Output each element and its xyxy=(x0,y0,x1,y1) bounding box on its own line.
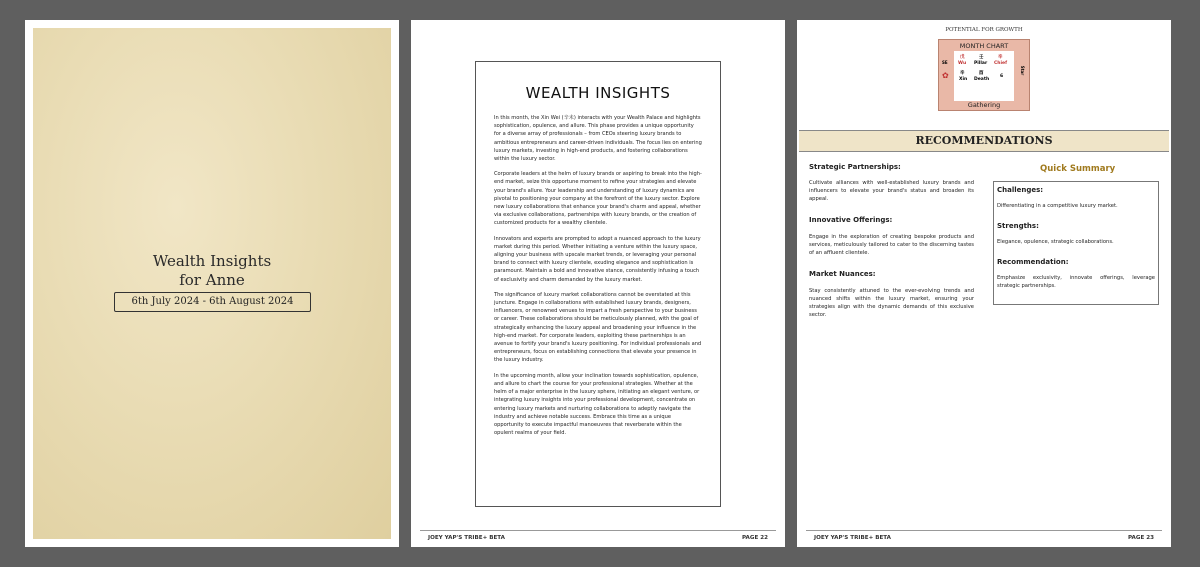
cover-title xyxy=(25,252,399,290)
quick-summary-title: Quick Summary xyxy=(1040,164,1116,174)
chart-cell: 辛 xyxy=(960,71,965,76)
summary-heading: Recommendation: xyxy=(997,258,1069,266)
chart-cell: 酉 xyxy=(979,71,984,76)
flower-icon: ✿ xyxy=(942,71,949,80)
chart-cell: 壬 xyxy=(979,55,984,60)
chart-cell: Death xyxy=(974,77,990,82)
page-footer xyxy=(420,530,776,541)
footer-brand: JOEY YAP'S TRIBE+ BETA xyxy=(814,535,892,541)
recommendations-title: RECOMMENDATIONS xyxy=(799,130,1169,152)
chart-cell: 6 xyxy=(1000,74,1004,79)
chart-cell: 戊 xyxy=(960,55,965,60)
chart-title: MONTH CHART xyxy=(959,42,1009,50)
potential-label: POTENTIAL FOR GROWTH xyxy=(945,27,1023,33)
page-heading: WEALTH INSIGHTS xyxy=(525,84,671,102)
chart-cell: Xin xyxy=(959,77,968,82)
footer-brand: JOEY YAP'S TRIBE+ BETA xyxy=(428,535,506,541)
summary-text: Differentiating in a competitive luxury market. xyxy=(997,203,1118,209)
chart-cell: Pillar xyxy=(974,61,988,66)
paragraph: Corporate leaders at the helm of luxury brands or aspiring to break into the high-end market, seize this opportune moment to refine your strategies and elevate your brand's allure. Your leadership and understanding of luxury dynamics are pivotal to positioning your company at the forefront of the luxury sector. Explore new luxury collaborations that enhance your brand's charm and appeal, whether via exclusive collaborations, partnerships with luxury brands, or the creation of customized products for a wealthy clientele. xyxy=(494,171,702,227)
section-heading: Market Nuances: xyxy=(809,270,876,278)
chart-cell: 辛 xyxy=(998,55,1003,60)
page-22 xyxy=(411,20,785,547)
summary-heading: Strengths: xyxy=(997,222,1039,230)
summary-text: Elegance, opulence, strategic collaborations. xyxy=(997,239,1114,245)
wealth-insights-box xyxy=(475,61,721,507)
section-heading: Innovative Offerings: xyxy=(809,216,893,224)
quick-summary-box xyxy=(993,181,1159,305)
section-text: Cultivate alliances with well-established luxury brands and influencers to elevate your brand's status and broaden its appeal. xyxy=(809,180,974,202)
summary-text: Emphasize exclusivity, innovate offerings, leverage strategic partnerships. xyxy=(997,275,1155,289)
chart-right-label: Star xyxy=(1019,65,1025,76)
page-23 xyxy=(797,20,1171,547)
chart-bottom-label: Gathering xyxy=(967,101,1001,109)
chart-cell: Wu xyxy=(958,61,967,66)
section-heading: Strategic Partnerships: xyxy=(809,163,901,171)
section-text: Stay consistently attuned to the ever-evolving trends and nuanced shifts within the luxury market, ensuring your strategies align with the dynamic demands of this exclusive sector. xyxy=(809,288,974,318)
cover-date-range: 6th July 2024 - 6th August 2024 xyxy=(114,292,311,312)
footer-page-number: PAGE 22 xyxy=(741,535,768,541)
page-footer xyxy=(806,530,1162,541)
section-text: Engage in the exploration of creating bespoke products and services, meticulously tailored to cater to the discerning tastes of an affluent clientele. xyxy=(809,234,974,256)
cover-title-line2: for Anne xyxy=(179,271,245,289)
cover-page xyxy=(25,20,399,547)
chart-cell: Chief xyxy=(994,61,1008,66)
paragraph: In the upcoming month, allow your inclination towards sophistication, opulence, and allure to chart the course for your professional strategies. Whether at the helm of a major enterprise in the luxury sphere, initiating an elegant venture, or integrating luxury insights into your professional development, concentrate on entering luxury markets and nurturing collaborations to adeptly navigate the industry and achieve notable success. Embrace this time as a unique opportunity to execute impactful manoeuvres that reverberate within the opulent realms of your field. xyxy=(494,372,700,437)
paragraph: The significance of luxury market collaborations cannot be overstated at this juncture. Engage in collaborations with established luxury brands, designers, influencers, or renowned venues to impart a fresh perspective to your business or career. These collaborations should be meticulously planned, with the goal of strategically enhancing the luxury appeal and broadening your influence in the high-end market. For corporate leaders, exploiting these partnerships is an avenue to fortify your brand's luxury positioning. For individual professionals and entrepreneurs, focus on establishing connections that elevate your presence in the luxury industry. xyxy=(494,291,702,364)
chart-left-label: SE xyxy=(942,60,948,65)
month-chart xyxy=(938,39,1030,111)
summary-heading: Challenges: xyxy=(997,186,1044,194)
chart-grid xyxy=(954,51,1014,101)
cover-title-line1: Wealth Insights xyxy=(152,252,272,270)
paragraph: In this month, the Xin Wei (辛未) interacts with your Wealth Palace and highlights sophistication, opulence, and allure. This phase provides a unique opportunity for a diverse array of professionals – from CEOs steering luxury brands to ambitious entrepreneurs and career-driven individuals. The focus lies on entering luxury markets, investing in high-end products, and fostering collaborations within the luxury sector. xyxy=(494,115,702,163)
paragraph: Innovators and experts are prompted to adopt a nuanced approach to the luxury market during this period. Whether initiating a venture within the luxury space, aligning your business with upscale market trends, or leveraging your personal brand to connect with luxury clientele, exuding elegance and sophistication is paramount. Maintain a bold and innovative stance, consistently infusing a touch of exclusivity and charm demanded by the luxury market. xyxy=(494,235,701,283)
footer-page-number: PAGE 23 xyxy=(1127,535,1154,541)
